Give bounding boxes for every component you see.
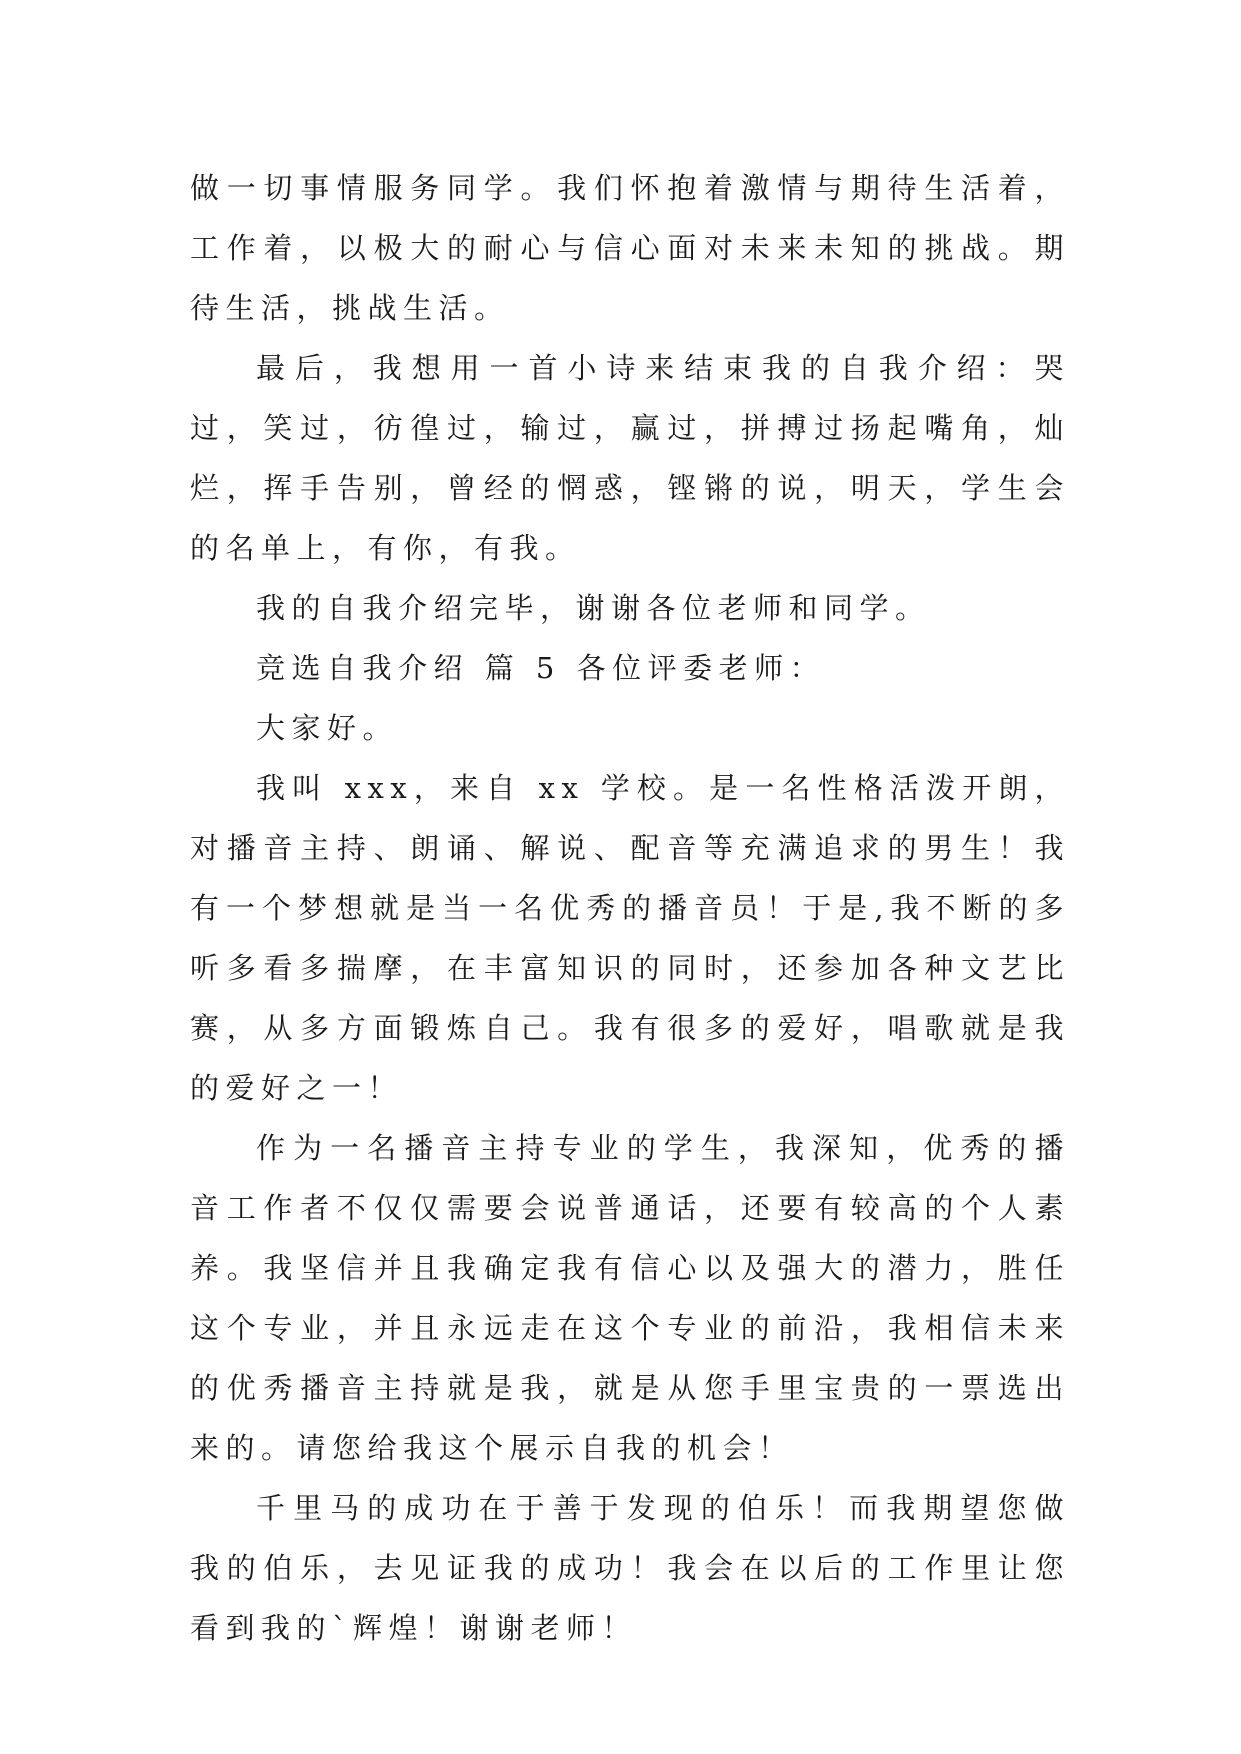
paragraph-major-statement: 作为一名播音主持专业的学生，我深知，优秀的播音工作者不仅仅需要会说普通话，还要有较高的个人素养。我坚信并且我确定我有信心以及强大的潜力，胜任这个专业，并且永远走在这个专业的前沿，我相信未来的优秀播音主持就是我，就是从您手里宝贵的一票选出来的。请您给我这个展示自我的机会！ (190, 1131, 1070, 1465)
paragraph-self-intro: 我叫 xxx，来自 xx 学校。是一名性格活泼开朗，对播音主持、朗诵、解说、配音等充满追求的男生！我有一个梦想就是当一名优秀的播音员！于是,我不断的多听多看多揣摩，在丰富知识的同时，还参加各种文艺比赛，从多方面锻炼自己。我有很多的爱好，唱歌就是我的爱好之一！ (190, 771, 1070, 1105)
section-heading-part-5: 竞选自我介绍 篇 5 各位评委老师： (256, 651, 826, 685)
paragraph-greeting: 大家好。 (256, 711, 399, 745)
paragraph-thanks: 我的自我介绍完毕，谢谢各位老师和同学。 (256, 591, 931, 625)
paragraph-continuation: 做一切事情服务同学。我们怀抱着激情与期待生活着，工作着，以极大的耐心与信心面对未来未知的挑战。期待生活，挑战生活。 (190, 171, 1070, 325)
document-body (190, 158, 1070, 1658)
paragraph-closing-poem: 最后，我想用一首小诗来结束我的自我介绍：哭过，笑过，彷徨过，输过，赢过，拼搏过扬起嘴角，灿烂，挥手告别，曾经的惘惑，铿锵的说，明天，学生会的名单上，有你，有我。 (190, 351, 1070, 565)
paragraph-conclusion: 千里马的成功在于善于发现的伯乐！而我期望您做我的伯乐，去见证我的成功！我会在以后的工作里让您看到我的`辉煌！谢谢老师！ (190, 1491, 1070, 1645)
